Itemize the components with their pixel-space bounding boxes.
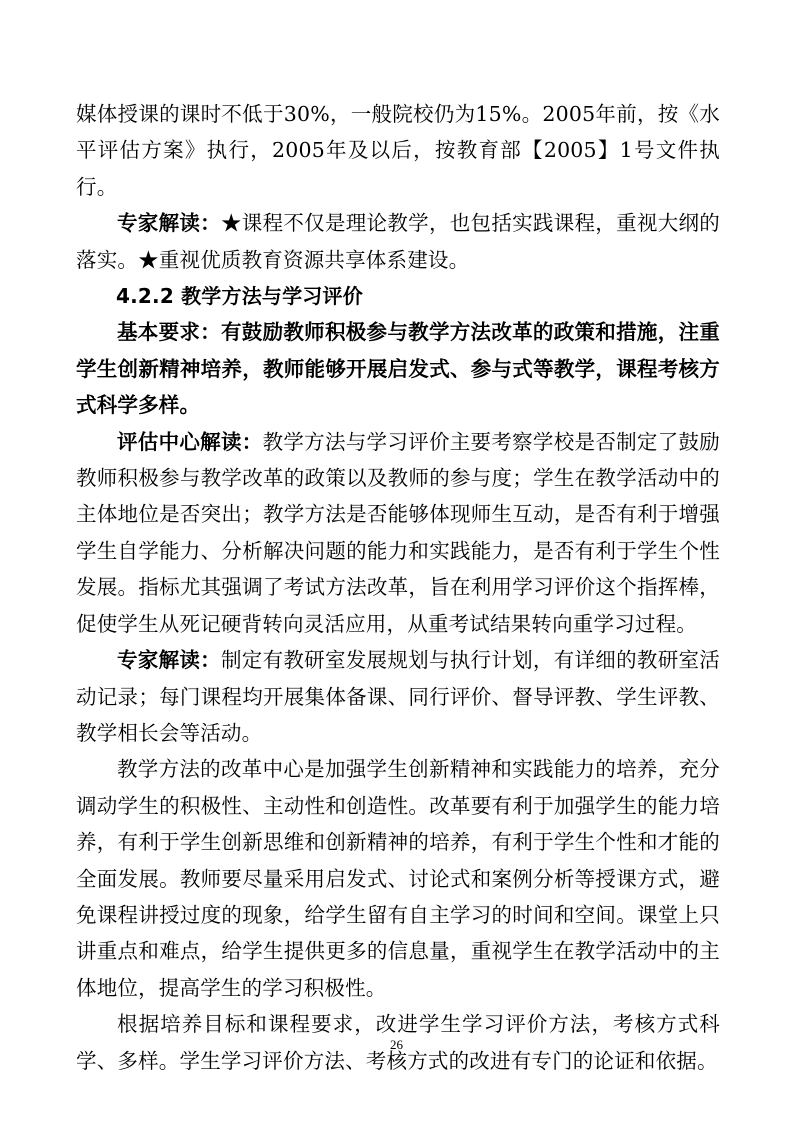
paragraph-center-reading — [76, 424, 720, 642]
center-reading-label: 评估中心解读： — [117, 429, 263, 454]
page-body — [76, 96, 720, 1079]
center-reading-text: 教学方法与学习评价主要考察学校是否制定了鼓励教师积极参与教学改革的政策以及教师的参与度；学生在教学活动中的主体地位是否突出；教学方法是否能够体现师生互动，是否有利于增强学生自学能力、分析解决问题的能力和实践能力，是否有利于学生个性发展。指标尤其强调了考试方法改革，旨在利用学习评价这个指挥棒，促使学生从死记硬背转向灵活应用，从重考试结果转向重学习过程。 — [76, 429, 720, 636]
page-number: 26 — [390, 1037, 403, 1052]
paragraph-expert-reading-2 — [76, 642, 720, 751]
paragraph-evaluation-methods: 根据培养目标和课程要求，改进学生学习评价方法，考核方式科学、多样。学生学习评价方法、考核方式的改进有专门的论证和依据。 — [76, 1012, 720, 1073]
expert-reading-label: 专家解读： — [117, 211, 221, 236]
expert-reading-text: 制定有教研室发展规划与执行计划，有详细的教研室活动记录；每门课程均开展集体备课、同行评价、督导评教、学生评教、教学相长会等活动。 — [76, 648, 720, 745]
expert-reading-label: 专家解读： — [117, 648, 221, 673]
expert-reading-text: ★课程不仅是理论教学，也包括实践课程，重视大纲的落实。★重视优质教育资源共享体系建设。 — [76, 211, 720, 272]
paragraph-basic-requirement: 基本要求：有鼓励教师积极参与教学方法改革的政策和措施，注重学生创新精神培养，教师能够开展启发式、参与式等教学，课程考核方式科学多样。 — [76, 320, 720, 418]
paragraph-continuation: 媒体授课的课时不低于30%，一般院校仍为15%。2005年前，按《水平评估方案》执行，2005年及以后，按教育部【2005】1号文件执行。 — [76, 102, 720, 199]
paragraph-expert-reading-1 — [76, 205, 720, 278]
paragraph-teaching-reform: 教学方法的改革中心是加强学生创新精神和实践能力的培养，充分调动学生的积极性、主动性和创造性。改革要有利于加强学生的能力培养，有利于学生创新思维和创新精神的培养，有利于学生个性和才能的全面发展。教师要尽量采用启发式、讨论式和案例分析等授课方式，避免课程讲授过度的现象，给学生留有自主学习的时间和空间。课堂上只讲重点和难点，给学生提供更多的信息量，重视学生在教学活动中的主体地位，提高学生的学习积极性。 — [76, 757, 720, 1000]
section-heading: 4.2.2 教学方法与学习评价 — [116, 284, 363, 309]
